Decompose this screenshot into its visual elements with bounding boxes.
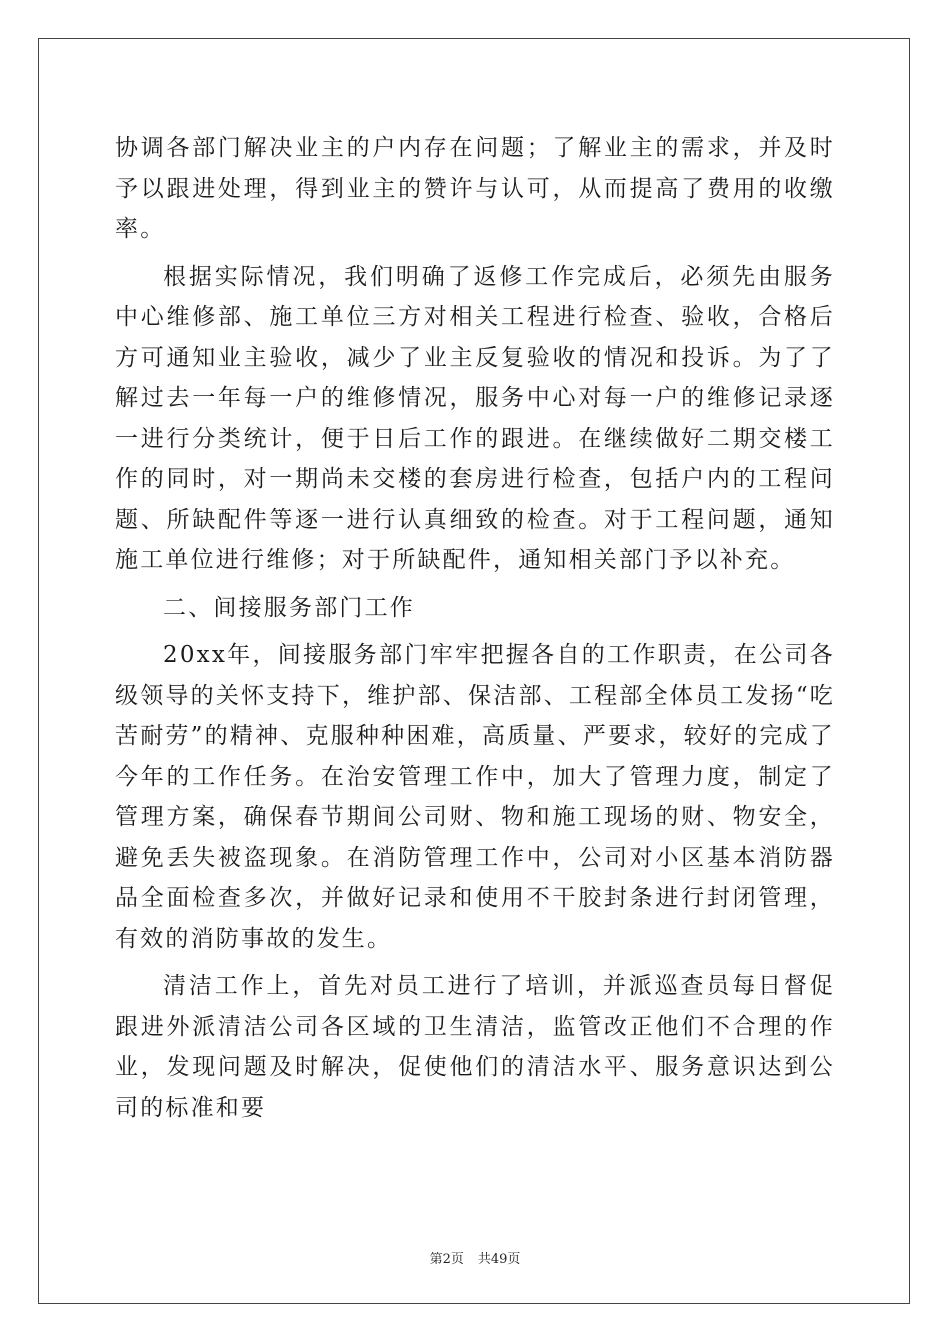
section-heading-indirect-service: 二、间接服务部门工作 [163,594,415,621]
document-body [115,128,835,1135]
total-pages: 共49页 [477,1252,521,1267]
paragraph-cleaning-work: 清洁工作上，首先对员工进行了培训，并派巡查员每日督促跟进外派清洁公司各区域的卫生清洁，监管改正他们不合理的作业，发现问题及时解决，促使他们的清洁水平、服务意识达到公司的标准和要 [115,973,835,1121]
page-footer [0,1248,950,1267]
paragraph-continuation: 协调各部门解决业主的户内存在问题；了解业主的需求，并及时予以跟进处理，得到业主的赞许与认可，从而提高了费用的收缴率。 [115,135,835,242]
paragraph-indirect-service: 20xx年，间接服务部门牢牢把握各自的工作职责，在公司各级领导的关怀支持下，维护部、保洁部、工程部全体员工发扬“吃苦耐劳”的精神、克服种种困难，高质量、严要求，较好的完成了今年的工作任务。在治安管理工作中，加大了管理力度，制定了管理方案，确保春节期间公司财、物和施工现场的财、物安全，避免丢失被盗现象。在消防管理工作中，公司对小区基本消防器品全面检查多次，并做好记录和使用不干胶封条进行封闭管理，有效的消防事故的发生。 [115,642,835,952]
paragraph-repair-acceptance: 根据实际情况，我们明确了返修工作完成后，必须先由服务中心维修部、施工单位三方对相关工程进行检查、验收，合格后方可通知业主验收，减少了业主反复验收的情况和投诉。为了了解过去一年每一户的维修情况，服务中心对每一户的维修记录逐一进行分类统计，便于日后工作的跟进。在继续做好二期交楼工作的同时，对一期尚未交楼的套房进行检查，包括户内的工程问题、所缺配件等逐一进行认真细致的检查。对于工程问题，通知施工单位进行维修；对于所缺配件，通知相关部门予以补充。 [115,263,835,573]
page-number: 第2页 [429,1252,464,1267]
